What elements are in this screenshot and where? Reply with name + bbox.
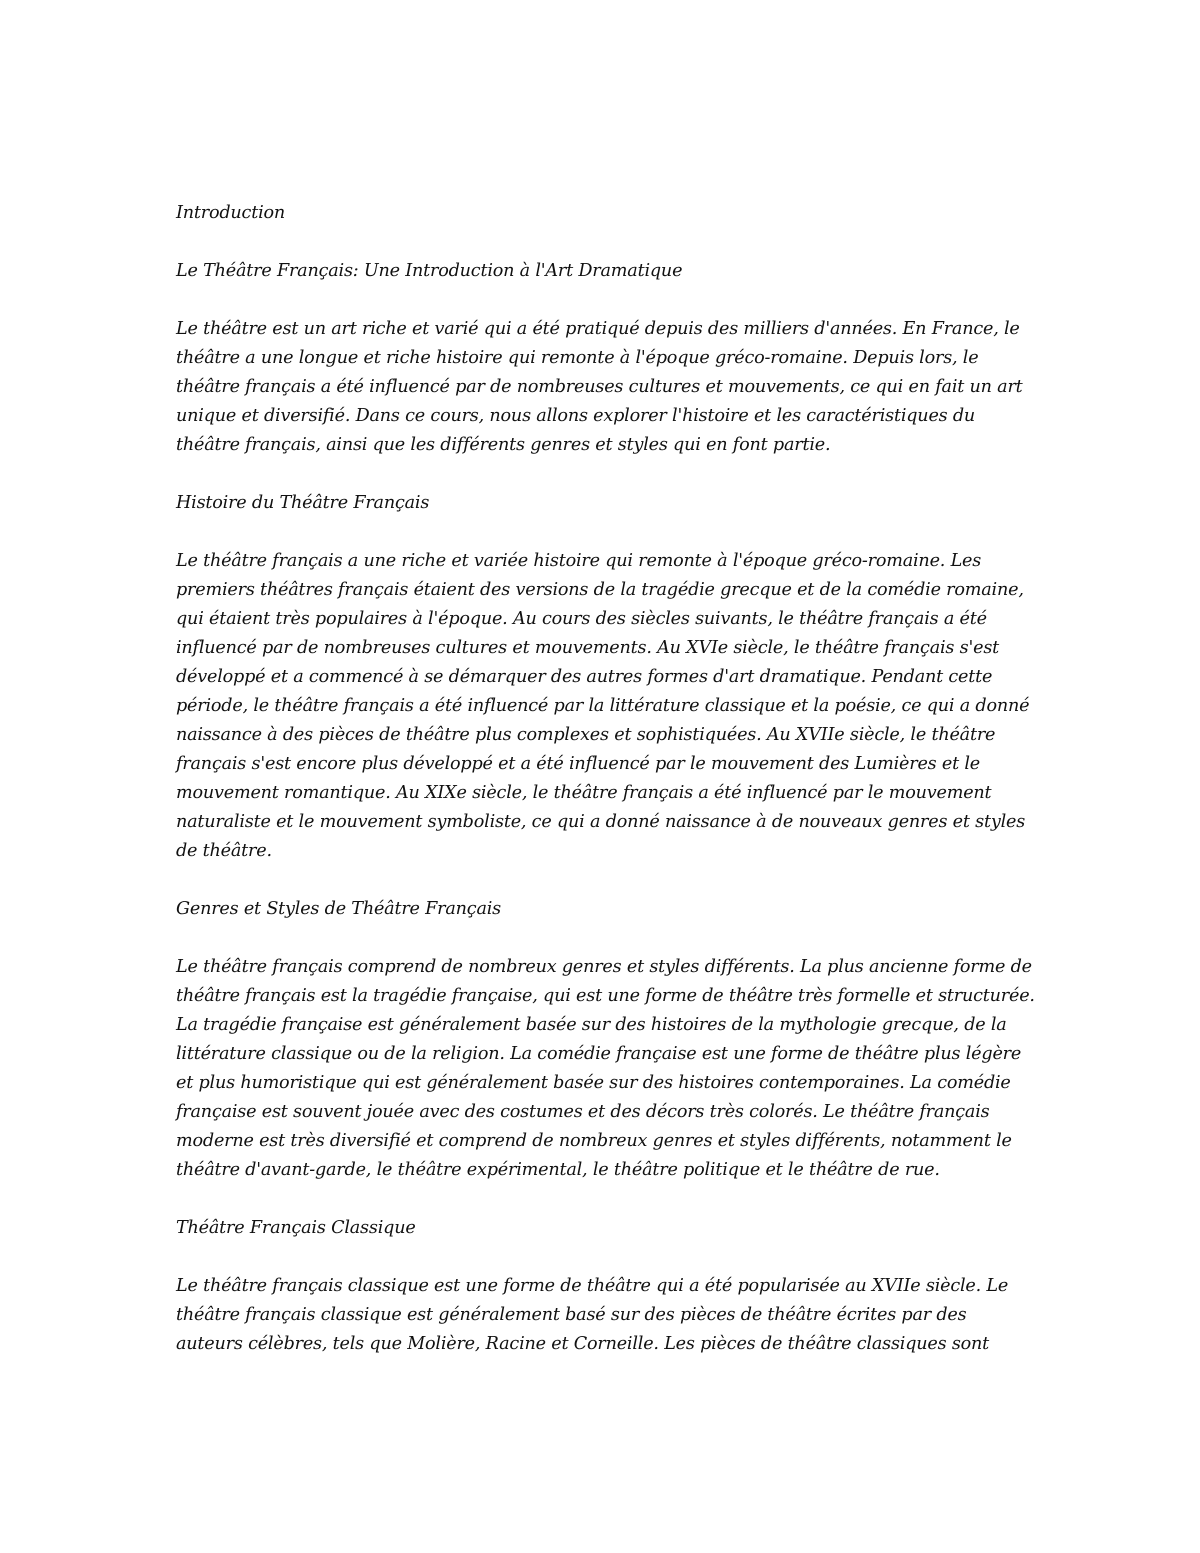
- section-heading-genres: Genres et Styles de Théâtre Français: [176, 899, 501, 919]
- document-subtitle: Le Théâtre Français: Une Introduction à l'Art Dramatique: [176, 261, 683, 281]
- section-body-histoire: Le théâtre français a une riche et variée histoire qui remonte à l'époque gréco-romaine. Les premiers théâtres français étaient des versions de la tragédie grecque et de la comédie romaine, qui étaient très populaires à l'époque. Au cours des siècles suivants, le théâtre français a été influencé par de nombreuses cultures et mouvements. Au XVIe siècle, le théâtre français s'est développé et a commencé à se démarquer des autres formes d'art dramatique. Pendant cette période, le théâtre français a été influencé par la littérature classique et la poésie, ce qui a donné naissance à des pièces de théâtre plus complexes et sophistiquées. Au XVIIe siècle, le théâtre français s'est encore plus développé et a été influencé par le mouvement des Lumières et le mouvement romantique. Au XIXe siècle, le théâtre français a été influencé par le mouvement naturaliste et le mouvement symboliste, ce qui a donné naissance à de nouveaux genres et styles de théâtre.: [176, 551, 1030, 861]
- document-title: Introduction: [176, 203, 286, 223]
- section-body-classique: Le théâtre français classique est une forme de théâtre qui a été popularisée au XVIIe siècle. Le théâtre français classique est généralement basé sur des pièces de théâtre écrites par des auteurs célèbres, tels que Molière, Racine et Corneille. Les pièces de théâtre classiques sont: [176, 1276, 1009, 1354]
- section-heading-classique: Théâtre Français Classique: [176, 1218, 416, 1238]
- section-heading-histoire: Histoire du Théâtre Français: [176, 493, 430, 513]
- intro-paragraph: Le théâtre est un art riche et varié qui a été pratiqué depuis des milliers d'années. En France, le théâtre a une longue et riche histoire qui remonte à l'époque gréco-romaine. Depuis lors, le théâtre français a été influencé par de nombreuses cultures et mouvements, ce qui en fait un art unique et diversifié. Dans ce cours, nous allons explorer l'histoire et les caractéristiques du théâtre français, ainsi que les différents genres et styles qui en font partie.: [176, 319, 1023, 455]
- section-body-genres: Le théâtre français comprend de nombreux genres et styles différents. La plus ancienne forme de théâtre français est la tragédie française, qui est une forme de théâtre très formelle et structurée. La tragédie française est généralement basée sur des histoires de la mythologie grecque, de la littérature classique ou de la religion. La comédie française est une forme de théâtre plus légère et plus humoristique qui est généralement basée sur des histoires contemporaines. La comédie française est souvent jouée avec des costumes et des décors très colorés. Le théâtre français moderne est très diversifié et comprend de nombreux genres et styles différents, notamment le théâtre d'avant-garde, le théâtre expérimental, le théâtre politique et le théâtre de rue.: [176, 957, 1035, 1180]
- document-body: [176, 199, 1036, 1388]
